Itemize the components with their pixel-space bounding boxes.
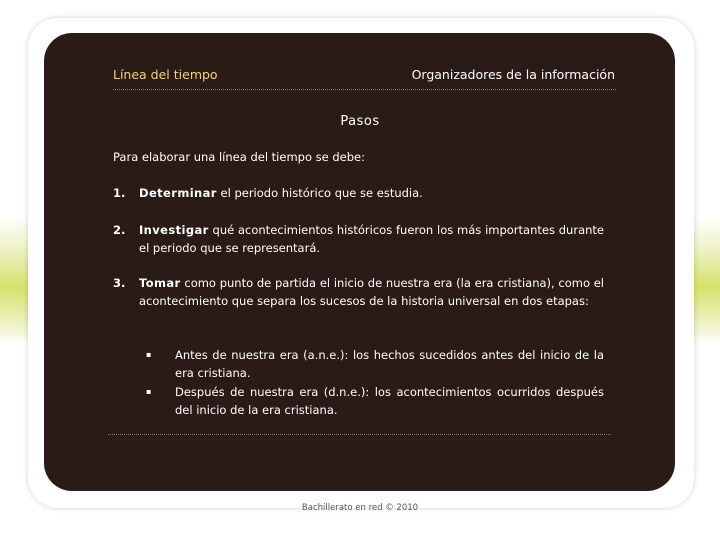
step-text: como punto de partida el inicio de nuestra era (la era cristiana), como el acontecimiento que separa los sucesos de la historia universal en dos etapas:: [139, 276, 604, 308]
step-number: 1.: [113, 186, 126, 200]
step-number: 2.: [113, 223, 126, 237]
bottom-divider: [108, 434, 611, 435]
bullet-item-1: [146, 346, 604, 382]
step-2: [113, 221, 604, 257]
header-right-title: Organizadores de la información: [411, 67, 615, 82]
section-title: Pasos: [340, 114, 380, 129]
step-keyword: Tomar: [139, 276, 181, 290]
footer-copyright: Bachillerato en red © 2010: [301, 503, 419, 513]
step-text: qué acontecimientos históricos fueron los más importantes durante el periodo que se representará.: [139, 223, 604, 255]
content-panel: [44, 33, 675, 491]
bullet-item-2: [146, 383, 604, 419]
step-keyword: Determinar: [139, 186, 217, 200]
bullet-square-icon: ▪: [146, 387, 152, 396]
step-keyword: Investigar: [139, 223, 209, 237]
bullet-square-icon: ▪: [146, 350, 152, 359]
step-text: el periodo histórico que se estudia.: [216, 186, 423, 200]
intro-text: Para elaborar una línea del tiempo se debe:: [113, 150, 365, 164]
step-number: 3.: [113, 276, 126, 290]
step-1: [113, 184, 604, 202]
header-left-title: Línea del tiempo: [113, 67, 218, 82]
step-3: [113, 274, 604, 310]
bullet-text: Antes de nuestra era (a.n.e.): los hechos sucedidos antes del inicio de la era cristiana.: [175, 348, 604, 380]
header-divider: [113, 89, 616, 90]
bullet-text: Después de nuestra era (d.n.e.): los acontecimientos ocurridos después del inicio de la era cristiana.: [175, 385, 604, 417]
